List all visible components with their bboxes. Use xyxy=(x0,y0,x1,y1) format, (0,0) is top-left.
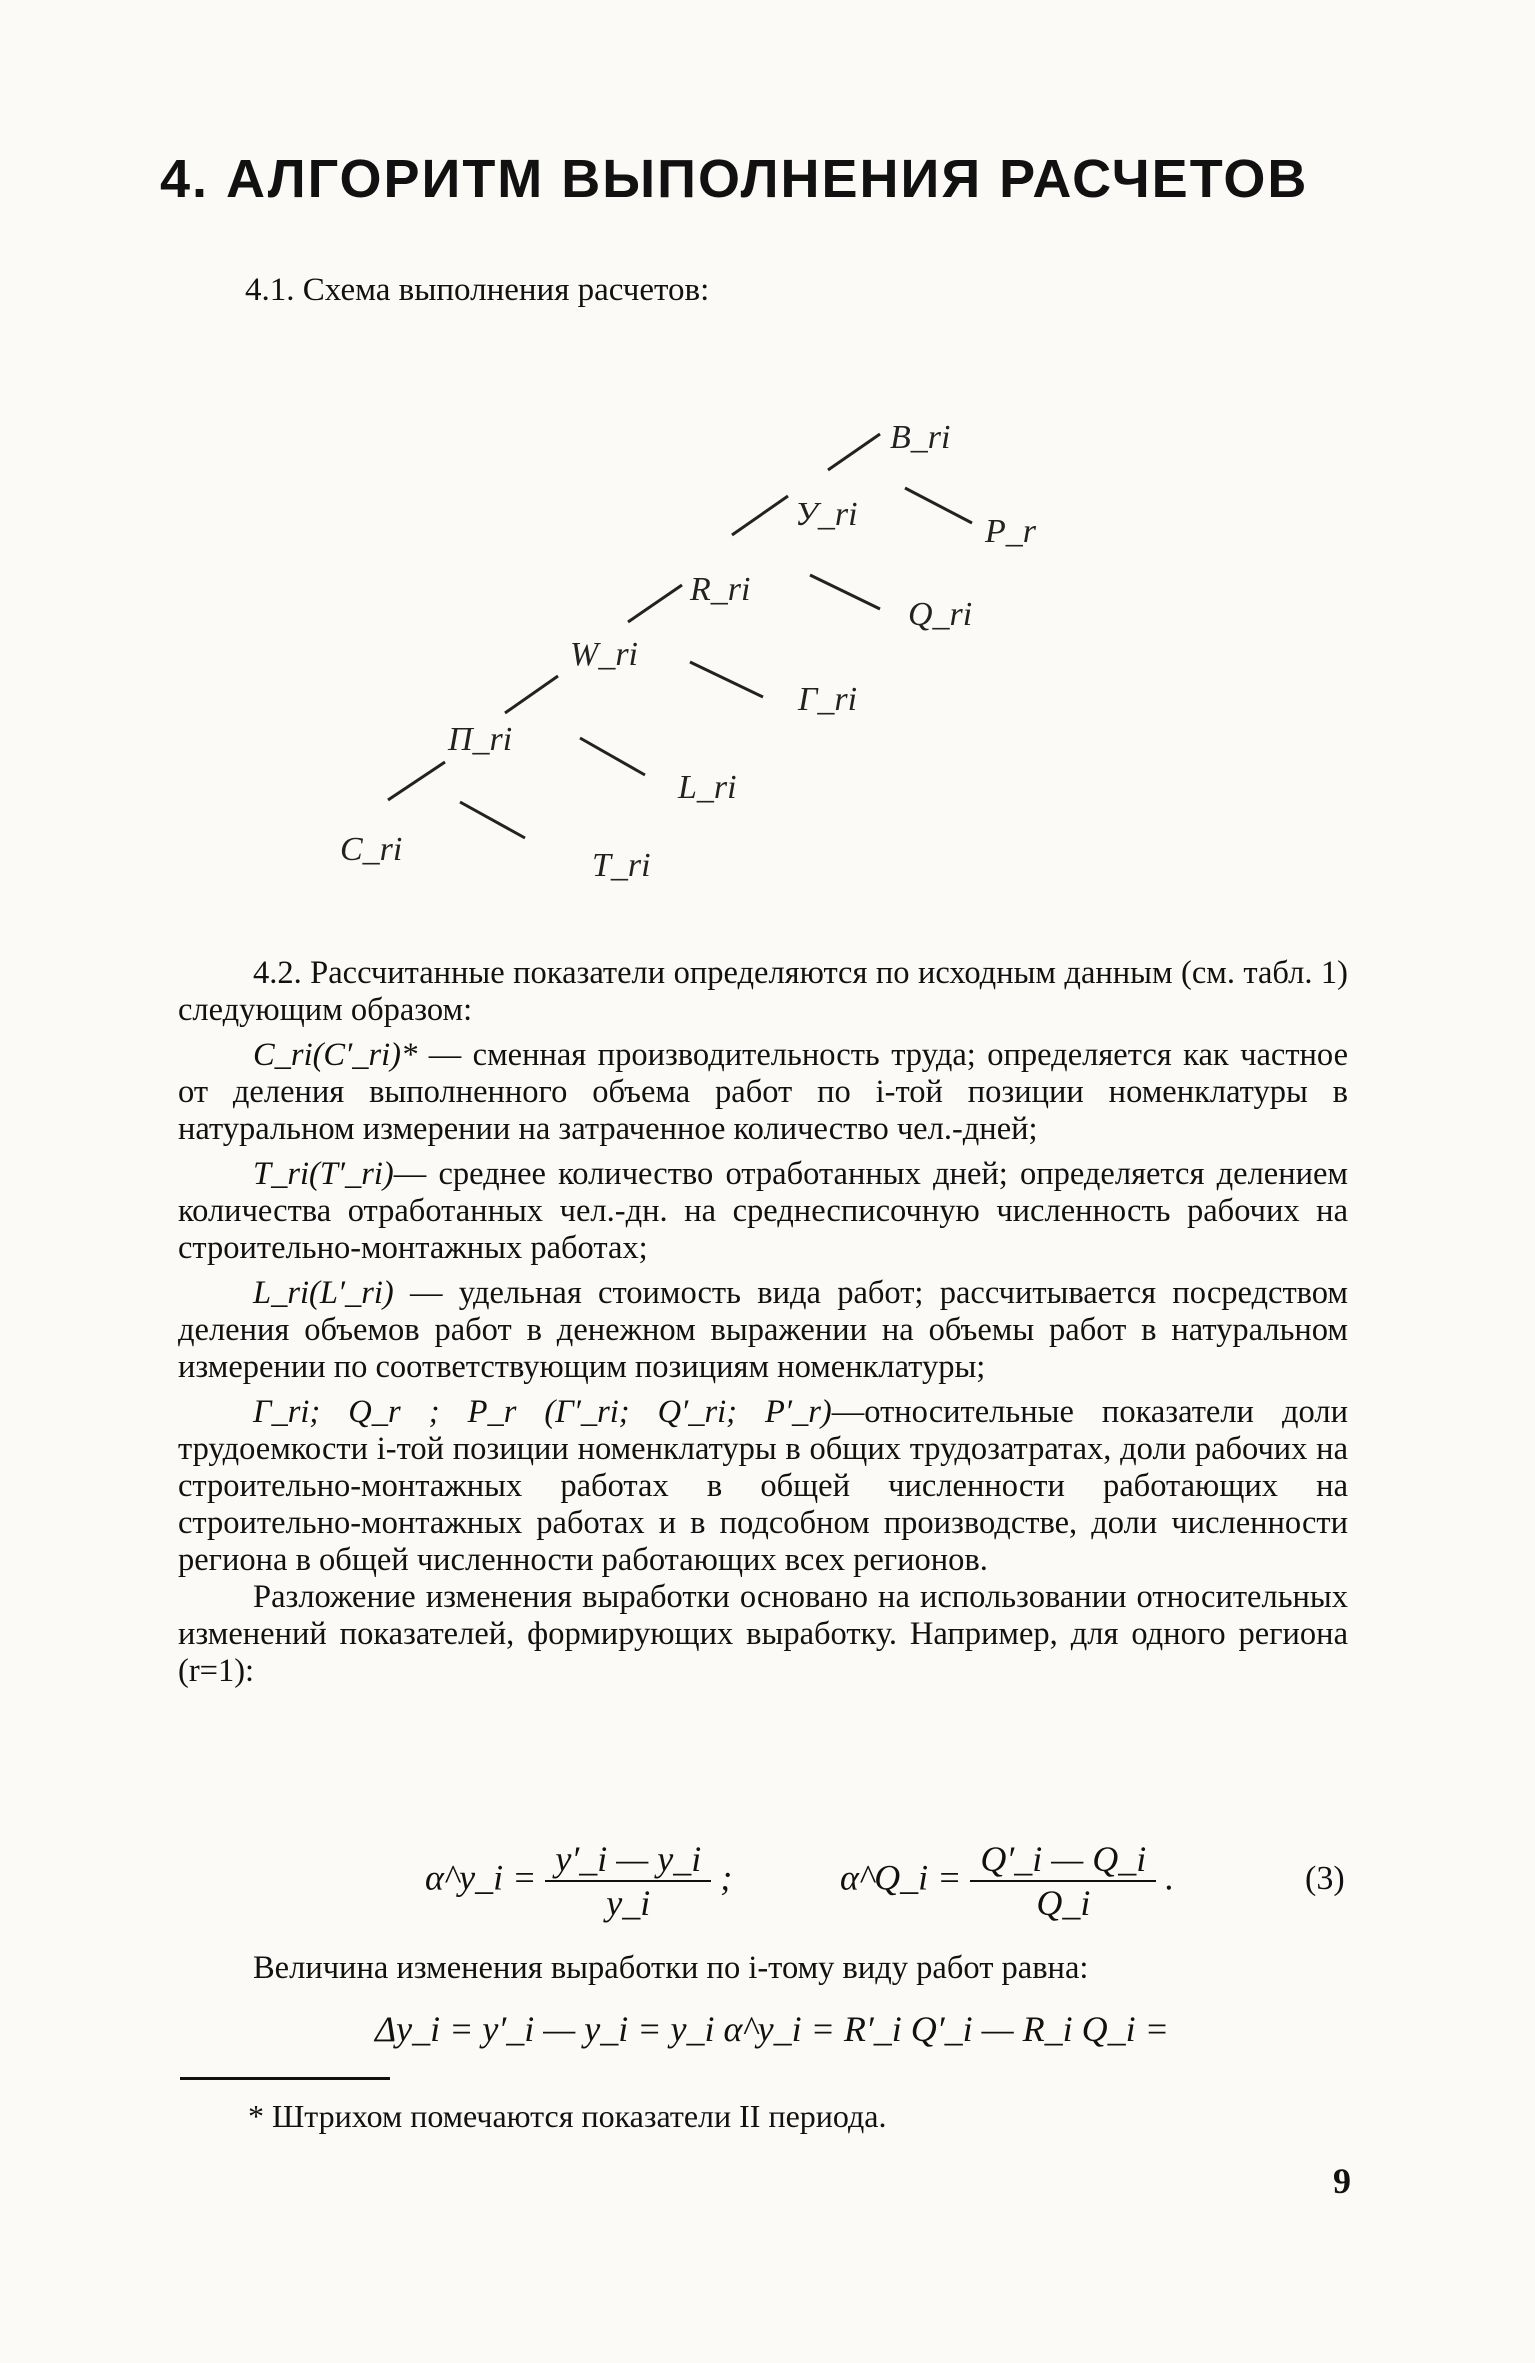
g-text: —относительные показатели доли трудоемкости i-той позиции номенклатуры в общих трудозатратах, доли рабочих на строительно-монтажных работах в общей численности работающих на строительно-монтажных работах и в подсобном производстве, доли численности региона в общей численности работающих всех регионов. xyxy=(178,1394,1348,1578)
g-symbol: Г_ri; Q_r ; P_r (Г′_ri; Q′_ri; P′_r) xyxy=(253,1394,832,1430)
tree-edge xyxy=(732,496,788,535)
equation-3-part1 xyxy=(425,1838,732,1924)
delta-text: Величина изменения выработки по i-тому виду работ равна: xyxy=(253,1950,1089,1986)
page-title: 4. АЛГОРИТМ ВЫПОЛНЕНИЯ РАСЧЕТОВ xyxy=(160,149,1309,209)
node-q: Q_ri xyxy=(908,596,973,633)
node-g: Г_ri xyxy=(798,681,858,718)
c-text: — сменная производительность труда; определяется как частное от деления выполненного объема работ по i-той позиции номенклатуры в натуральном измерении на затраченное количество чел.-дней; xyxy=(178,1037,1348,1147)
fraction-q xyxy=(970,1838,1156,1924)
footnote: * Штрихом помечаются показатели II периода. xyxy=(248,2098,887,2134)
equation-separator: ; xyxy=(720,1857,733,1898)
tree-edge xyxy=(905,488,972,523)
decomposition-paragraph: Разложение изменения выработки основано на использовании относительных изменений показателей, формирующих выработку. Например, для одного региона (r=1): xyxy=(178,1579,1348,1689)
node-t: T_ri xyxy=(592,847,651,884)
fraction-y-denominator: y_i xyxy=(606,1883,651,1923)
c-symbol: C_ri(C′_ri)* xyxy=(253,1037,429,1073)
calculation-scheme-diagram xyxy=(300,400,1200,920)
t-definition xyxy=(178,1156,1348,1267)
tree-edge xyxy=(505,676,558,713)
fraction-q-numerator: Q′_i — Q_i xyxy=(970,1838,1156,1882)
l-text: — удельная стоимость вида работ; рассчитывается посредством деления объемов работ в денежном выражении на объемы работ в натуральном измерении по соответствующим позициям номенклатуры; xyxy=(178,1275,1348,1385)
footnote-rule xyxy=(180,2077,390,2080)
t-text: — среднее количество отработанных дней; определяется делением количества отработанных чел.-дн. на среднесписочную численность рабочих на строительно-монтажных работах; xyxy=(178,1156,1348,1266)
section-4-2 xyxy=(178,955,1348,1690)
intro-paragraph: 4.2. Рассчитанные показатели определяются по исходным данным (см. табл. 1) следующим образом: xyxy=(178,955,1348,1028)
page-number: 9 xyxy=(1333,2161,1351,2201)
tree-edge xyxy=(388,762,445,800)
delta-paragraph xyxy=(178,1950,1348,1987)
tree-edge xyxy=(628,585,682,622)
equation-3-part2 xyxy=(840,1838,1174,1924)
l-symbol: L_ri(L′_ri) xyxy=(253,1275,394,1311)
node-l: L_ri xyxy=(678,769,737,806)
node-y: У_ri xyxy=(795,496,858,533)
equation-end: . xyxy=(1165,1857,1175,1898)
fraction-y-numerator: y′_i — y_i xyxy=(545,1838,711,1882)
g-definition xyxy=(178,1394,1348,1579)
tree-edge xyxy=(690,662,763,697)
tree-edge xyxy=(460,802,525,838)
t-symbol: T_ri(T′_ri) xyxy=(253,1156,394,1192)
tree-edge xyxy=(828,434,880,470)
node-c: C_ri xyxy=(340,831,403,868)
alpha-q-lhs: α^Q_i = xyxy=(840,1857,962,1898)
node-r: R_ri xyxy=(690,571,751,608)
c-definition xyxy=(178,1037,1348,1148)
fraction-q-denominator: Q_i xyxy=(1036,1883,1091,1923)
fraction-y xyxy=(545,1838,711,1924)
section-subtitle: 4.1. Схема выполнения расчетов: xyxy=(245,272,710,308)
node-p: П_ri xyxy=(448,721,513,758)
tree-edge xyxy=(580,738,645,775)
node-pr: P_r xyxy=(985,513,1036,550)
node-b: B_ri xyxy=(890,419,951,456)
l-definition xyxy=(178,1275,1348,1386)
node-w: W_ri xyxy=(570,636,638,673)
alpha-y-lhs: α^y_i = xyxy=(425,1857,537,1898)
equation-number: (3) xyxy=(1305,1860,1345,1897)
delta-formula: Δy_i = y′_i — y_i = y_i α^y_i = R′_i Q′_i — R_i Q_i = xyxy=(375,2009,1169,2049)
tree-edge xyxy=(810,575,880,609)
